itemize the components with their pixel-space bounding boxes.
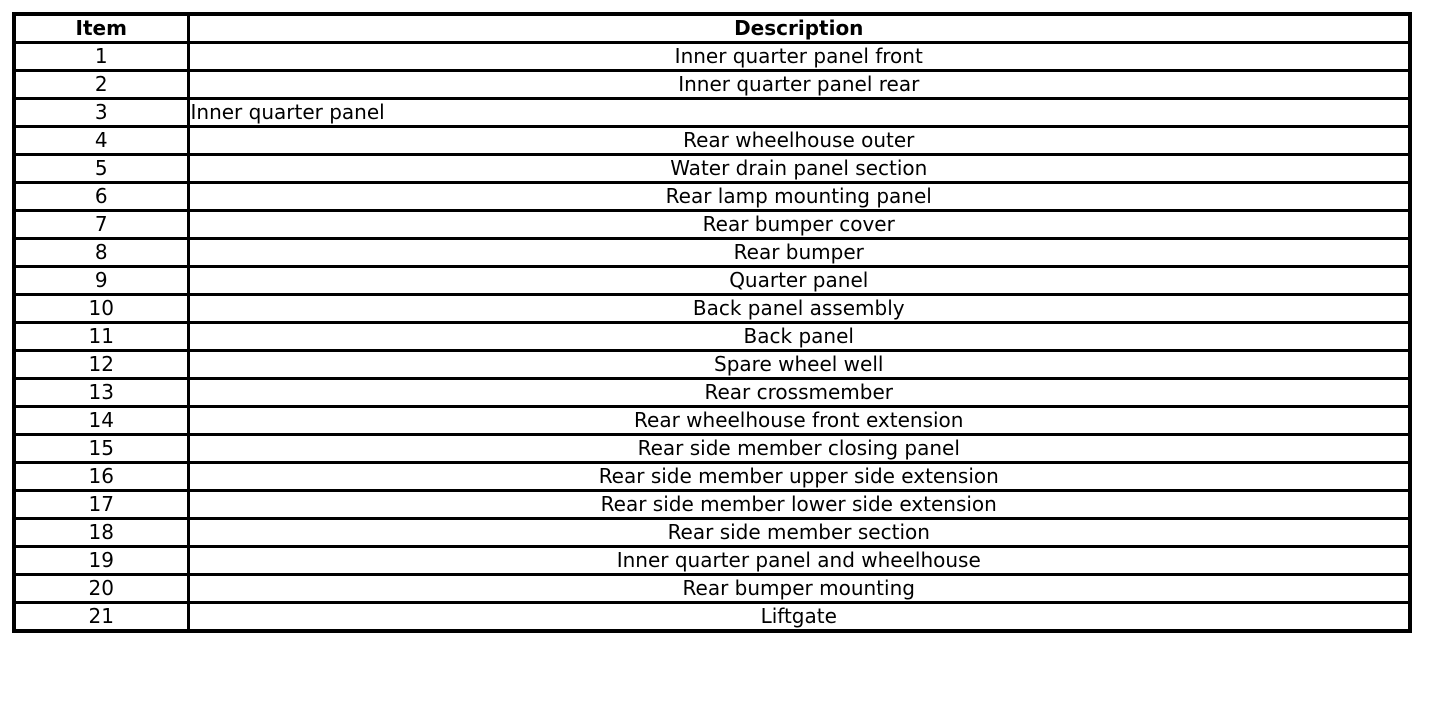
item-number-cell: 1 [14,43,188,71]
item-number-cell: 15 [14,435,188,463]
table-row [14,127,1410,155]
table-row [14,491,1410,519]
item-number-cell: 21 [14,603,188,632]
description-cell: Rear wheelhouse outer [188,127,1410,155]
item-number-cell: 2 [14,71,188,99]
description-cell: Inner quarter panel front [188,43,1410,71]
item-number-cell: 17 [14,491,188,519]
table-row [14,99,1410,127]
table-header [14,14,1410,43]
header-row [14,14,1410,43]
table-row [14,407,1410,435]
item-number-cell: 19 [14,547,188,575]
item-number-cell: 8 [14,239,188,267]
table-row [14,463,1410,491]
description-cell: Spare wheel well [188,351,1410,379]
table-row [14,71,1410,99]
table-row [14,435,1410,463]
item-number-cell: 3 [14,99,188,127]
description-cell: Rear bumper [188,239,1410,267]
description-cell: Rear side member upper side extension [188,463,1410,491]
description-cell: Quarter panel [188,267,1410,295]
item-number-cell: 18 [14,519,188,547]
table-row [14,239,1410,267]
description-cell: Back panel [188,323,1410,351]
item-column-header: Item [14,14,188,43]
description-cell: Inner quarter panel and wheelhouse [188,547,1410,575]
table-body [14,43,1410,632]
description-cell: Rear bumper cover [188,211,1410,239]
item-number-cell: 13 [14,379,188,407]
description-cell: Inner quarter panel [188,99,1410,127]
description-cell: Rear side member closing panel [188,435,1410,463]
item-number-cell: 12 [14,351,188,379]
table-row [14,155,1410,183]
description-column-header: Description [188,14,1410,43]
item-number-cell: 14 [14,407,188,435]
item-number-cell: 7 [14,211,188,239]
item-number-cell: 16 [14,463,188,491]
table-row [14,603,1410,632]
description-cell: Inner quarter panel rear [188,71,1410,99]
item-number-cell: 20 [14,575,188,603]
table-row [14,575,1410,603]
table-row [14,183,1410,211]
table-row [14,43,1410,71]
table-row [14,547,1410,575]
table-row [14,379,1410,407]
description-cell: Rear side member lower side extension [188,491,1410,519]
description-cell: Liftgate [188,603,1410,632]
item-number-cell: 4 [14,127,188,155]
description-cell: Water drain panel section [188,155,1410,183]
item-number-cell: 5 [14,155,188,183]
table-row [14,295,1410,323]
description-cell: Rear lamp mounting panel [188,183,1410,211]
item-number-cell: 10 [14,295,188,323]
description-cell: Back panel assembly [188,295,1410,323]
table-row [14,267,1410,295]
table-row [14,351,1410,379]
table-row [14,323,1410,351]
description-cell: Rear wheelhouse front extension [188,407,1410,435]
description-cell: Rear side member section [188,519,1410,547]
description-cell: Rear crossmember [188,379,1410,407]
table-row [14,211,1410,239]
parts-table [12,12,1412,633]
item-number-cell: 9 [14,267,188,295]
item-number-cell: 6 [14,183,188,211]
item-number-cell: 11 [14,323,188,351]
table-row [14,519,1410,547]
description-cell: Rear bumper mounting [188,575,1410,603]
